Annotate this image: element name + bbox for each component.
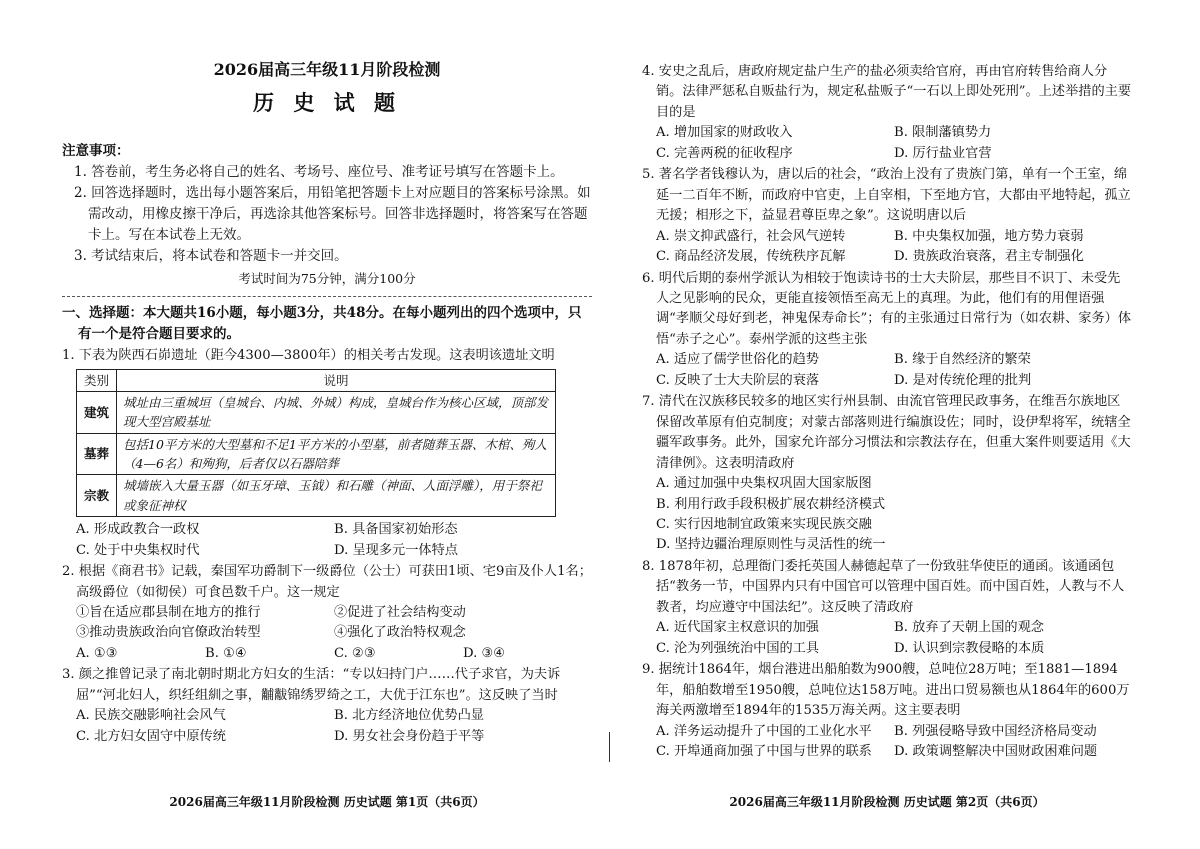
- option-a: A. 形成政教合一政权: [76, 522, 200, 538]
- divider-line: [62, 296, 592, 297]
- question-stem: 3. 颜之推曾记录了南北朝时期北方妇女的生活：“专以妇持门户……代子求官，为夫诉屈”“河北妇人，织纴组紃之事，黼黻锦绣罗绮之工，大优于江东也”。这反映了当时: [62, 667, 561, 703]
- question-stem: 7. 清代在汉族移民较多的地区实行州县制、由流官管理民政事务，在维吾尔族地区保留改革原有伯克制度；对蒙古部落则进行编旗设佐；同时，设伊犁将军，统辖全疆军政事务。此外，国家允许部分习惯法和宗教法存在，但重大案件则要适用《大清律例》。这表明清政府: [642, 394, 1131, 471]
- table-row: [77, 475, 556, 517]
- table-header: 说明: [117, 369, 556, 391]
- table-cell: 建筑: [77, 391, 117, 433]
- option-b: B. 具备国家初始形态: [334, 522, 458, 538]
- options: [62, 706, 592, 747]
- option-d: D. 政策调整解决中国财政困难问题: [894, 743, 1098, 759]
- options: [642, 722, 1132, 763]
- table-cell: 城址由三重城垣（皇城台、内城、外城）构成，皇城台作为核心区域，顶部发现大型宫殿基址: [117, 391, 556, 433]
- question-stem: 4. 安史之乱后，唐政府规定盐户生产的盐必须卖给官府，再由官府转售给商人分销。法律严惩私自贩盐行为，规定私盐贩子“一石以上即处死刑”。上述举措的主要目的是: [642, 64, 1132, 120]
- question-5: [642, 165, 1132, 267]
- option-a: A. 崇文抑武盛行，社会风气逆转: [656, 228, 846, 244]
- table-row: [77, 433, 556, 475]
- statement-item: ②促进了社会结构变动: [334, 604, 466, 620]
- question-1: [62, 346, 592, 561]
- table-header-row: [77, 369, 556, 391]
- option-b: B. 利用行政手段积极扩展农耕经济模式: [656, 496, 886, 512]
- option-c: C. 沦为列强统治中国的工具: [656, 640, 820, 656]
- question-stem: 1. 下表为陕西石峁遗址（距今4300—3800年）的相关考古发现。这表明该遗址文明: [62, 348, 555, 364]
- statement-item: ④强化了政治特权观念: [334, 625, 466, 641]
- exam-subject: 历 史 试 题: [253, 89, 401, 115]
- page-1: [62, 52, 592, 812]
- option-b: B. 列强侵略导致中国经济格局变动: [894, 723, 1097, 739]
- note-item: 2. 回答选择题时，选出每小题答案后，用铅笔把答题卡上对应题目的答案标号涂黑。如需改动，用橡皮擦干净后，再选涂其他答案标号。回答非选择题时，将答案写在答题卡上。写在本试卷上无效。: [74, 185, 591, 244]
- statement-item: ①旨在适应郡县制在地方的推行: [76, 604, 261, 620]
- table-cell: 墓葬: [77, 433, 117, 475]
- question-7: [642, 392, 1132, 556]
- statement-item: ③推动贵族政治向官僚政治转型: [76, 625, 261, 641]
- option-b: B. 限制藩镇势力: [894, 125, 992, 141]
- option-a: A. 适应了儒学世俗化的趋势: [656, 352, 819, 368]
- page-divider: [609, 732, 610, 762]
- exam-time: 考试时间为75分钟，满分100分: [238, 270, 416, 286]
- option-b: B. 北方经济地位优势凸显: [334, 708, 484, 724]
- option-d: D. 呈现多元一体特点: [334, 542, 458, 558]
- question-3: [62, 665, 592, 747]
- page-footer: 2026届高三年级11月阶段检测 历史试题 第1页（共6页）: [169, 795, 485, 810]
- options: [642, 227, 1132, 268]
- option-a: A. 洋务运动提升了中国的工业化水平: [656, 723, 872, 739]
- question-2: [62, 562, 592, 664]
- question-8: [642, 557, 1132, 659]
- notes-title: 注意事项：: [62, 143, 130, 160]
- table-cell: 包括10平方米的大型墓和不足1平方米的小型墓，前者随葬玉器、木棺、殉人（4—6名）和殉狗，后者仅以石器陪葬: [117, 433, 556, 475]
- option-c: C. 处于中央集权时代: [76, 542, 200, 558]
- option-a: A. 通过加强中央集权巩固大国家版图: [656, 476, 872, 492]
- options: [642, 350, 1132, 391]
- question-6: [642, 269, 1132, 392]
- question-stem: 5. 著名学者钱穆认为，唐以后的社会，“政治上没有了贵族门第，单有一个王室，绵延一二百年不断，而政府中官吏，上自宰相，下至地方官，大都由平地特起，孤立无援；相形之下，益显君尊臣卑之象”。这说明唐以后: [642, 167, 1131, 224]
- option-d: D. 贵族政治衰落，君主专制强化: [894, 249, 1084, 265]
- options: [62, 644, 592, 664]
- option-b: B. 中央集权加强，地方势力衰弱: [894, 228, 1084, 244]
- note-item: 3. 考试结束后，将本试卷和答题卡一并交回。: [74, 247, 348, 264]
- options: [642, 123, 1132, 164]
- option-c: C. ②③: [334, 645, 376, 661]
- question-stem: 6. 明代后期的泰州学派认为相较于饱读诗书的士大夫阶层，那些目不识丁、未受先人之见影响的民众，更能直接领悟至高无上的真理。为此，他们有的用俚语强调“孝顺父母好到老，神鬼保寿命长”；有的主张通过日常行为（如农耕、家务）体悟“赤子之心”。泰州学派的这些主张: [642, 270, 1132, 347]
- option-a: A. 近代国家主权意识的加强: [656, 620, 819, 636]
- option-d: D. 男女社会身份趋于平等: [334, 728, 485, 744]
- options: [62, 520, 592, 561]
- table-cell: 宗教: [77, 475, 117, 517]
- option-b: B. ①④: [205, 645, 247, 661]
- option-c: C. 北方妇女固守中原传统: [76, 728, 226, 744]
- page-2: [642, 52, 1132, 812]
- table-row: [77, 391, 556, 433]
- option-d: D. 厉行盐业官营: [894, 145, 992, 161]
- question-stem: 9. 据统计1864年，烟台港进出船舶数为900艘，总吨位28万吨；至1881—1894年，船舶数增至1950艘，总吨位达158万吨。进出口贸易额也从1864年的600万海关两激增至1894年的1535万海关两。这主要表明: [642, 662, 1130, 719]
- note-item: 1. 答卷前，考生务必将自己的姓名、考场号、座位号、准考证号填写在答题卡上。: [74, 164, 564, 181]
- option-c: C. 开埠通商加强了中国与世界的联系: [656, 743, 872, 759]
- options: [642, 618, 1132, 659]
- statement-items: [62, 603, 592, 644]
- question-9: [642, 660, 1132, 762]
- exam-title: 2026届高三年级11月阶段检测: [213, 60, 441, 79]
- option-c: C. 商品经济发展，传统秩序瓦解: [656, 249, 846, 265]
- section-title: 一、选择题：本大题共16小题，每小题3分，共48分。在每小题列出的四个选项中，只有一个是符合题目要求的。: [62, 305, 582, 343]
- question-stem: 2. 根据《商君书》记载，秦国军功爵制下一级爵位（公士）可获田1顷、宅9亩及仆人1名；高级爵位（如彻侯）可食邑数千户。这一规定: [62, 564, 592, 600]
- option-d: D. ③④: [463, 645, 506, 661]
- option-d: D. 认识到宗教侵略的本质: [894, 640, 1045, 656]
- page-footer: 2026届高三年级11月阶段检测 历史试题 第2页（共6页）: [729, 795, 1045, 810]
- question-stem: 8. 1878年初，总理衙门委托英国人赫德起草了一份致驻华使臣的通函。该通函包括“教务一节，中国界内只有中国官可以管理中国百姓。而中国百姓，人教与不人教者，均应遵守中国法纪”。这反映了清政府: [642, 558, 1125, 615]
- table-cell: 城墙嵌入大量玉器（如玉牙璋、玉钺）和石雕（神面、人面浮雕），用于祭祀或象征神权: [117, 475, 556, 517]
- option-a: A. 民族交融影响社会风气: [76, 708, 226, 724]
- archaeology-table: [76, 369, 556, 518]
- option-c: C. 反映了士大夫阶层的衰落: [656, 372, 820, 388]
- option-c: C. 完善两税的征收程序: [656, 145, 793, 161]
- question-4: [642, 62, 1132, 164]
- option-d: D. 是对传统伦理的批判: [894, 372, 1032, 388]
- table-header: 类别: [77, 369, 117, 391]
- option-a: A. 增加国家的财政收入: [656, 125, 793, 141]
- option-c: C. 实行因地制宜政策来实现民族交融: [656, 516, 872, 532]
- option-a: A. ①③: [76, 645, 118, 661]
- option-b: B. 放弃了天朝上国的观念: [894, 620, 1044, 636]
- option-d: D. 坚持边疆治理原则性与灵活性的统一: [656, 537, 886, 553]
- option-b: B. 缘于自然经济的繁荣: [894, 352, 1031, 368]
